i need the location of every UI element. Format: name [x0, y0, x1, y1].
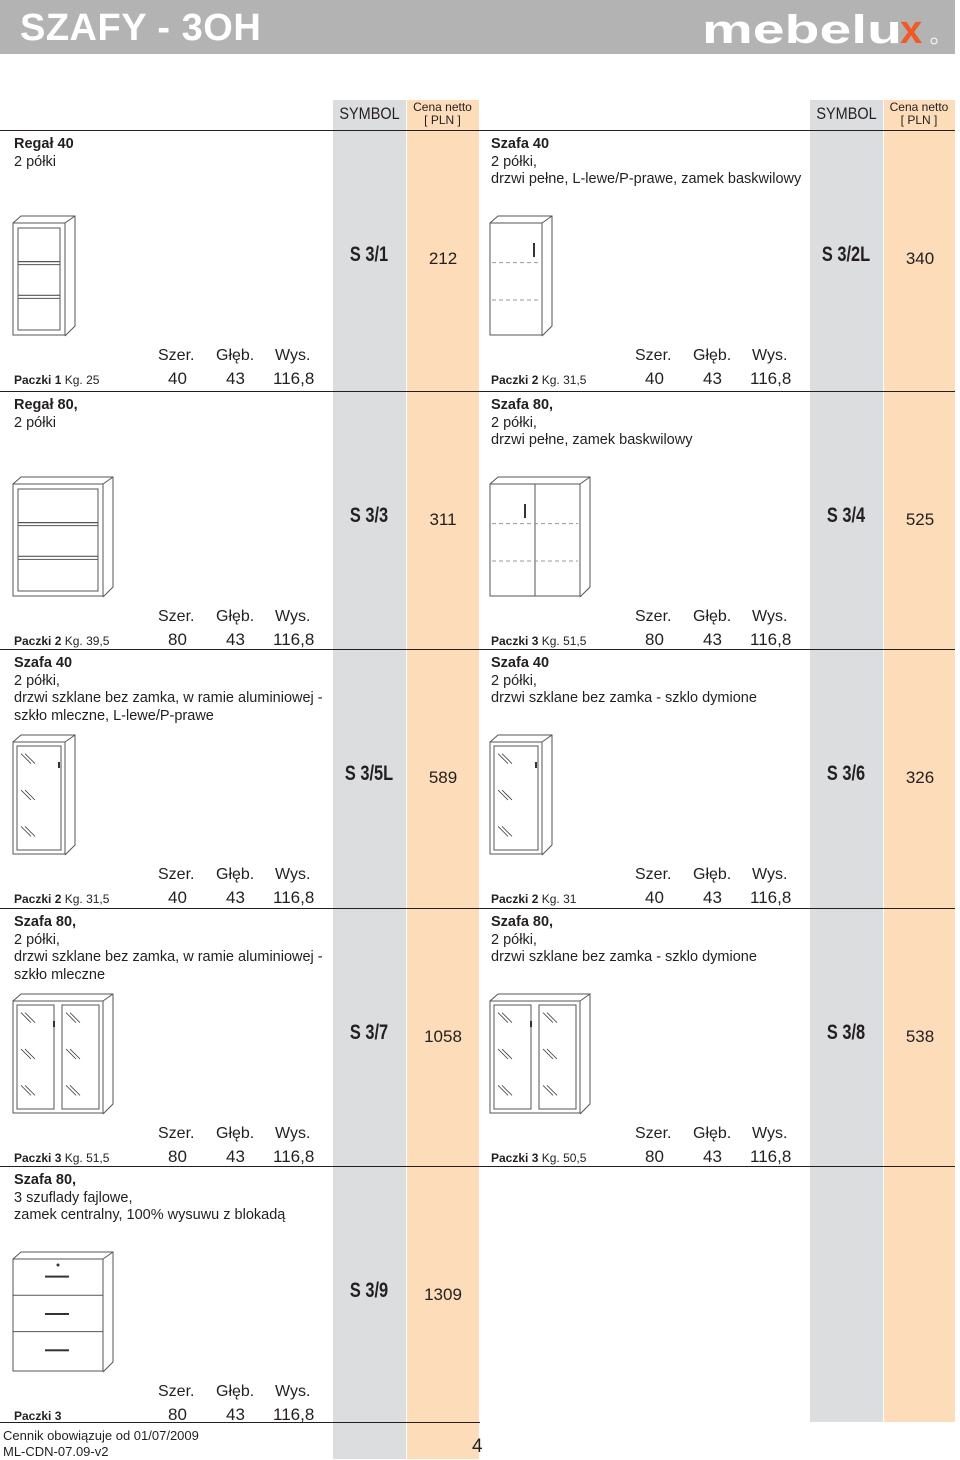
footer-note: Cennik obowiązuje od 01/07/2009 ML-CDN-07.09-v2	[3, 1428, 199, 1459]
dim-depth-label: Głęb.	[216, 1125, 255, 1142]
dim-height-value: 116,8	[273, 1147, 315, 1166]
dim-depth-value: 43	[226, 369, 245, 388]
dim-width-label: Szer.	[158, 1383, 195, 1400]
price-column-right	[883, 100, 955, 1422]
dim-width-label: Szer.	[158, 866, 195, 883]
product-description	[491, 136, 801, 189]
dim-depth-value: 43	[226, 1405, 245, 1424]
dim-width-value: 40	[168, 888, 187, 907]
package-info	[14, 892, 109, 906]
product-details: 3 szuflady fajlowe, zamek centralny, 100% wysuwu z blokadą	[14, 1189, 286, 1223]
dim-width-label: Szer.	[635, 1125, 672, 1142]
glass-door-cabinet-80-icon	[489, 993, 595, 1119]
dim-depth-value: 43	[226, 630, 245, 649]
row-separator	[0, 391, 955, 392]
package-info	[491, 373, 586, 387]
dim-depth-value: 43	[226, 888, 245, 907]
product-symbol: S 3/1	[349, 243, 389, 266]
package-info	[491, 1151, 586, 1165]
product-symbol: S 3/9	[349, 1279, 389, 1302]
package-weight: Kg. 31	[541, 892, 577, 906]
glass-door-cabinet-40-icon	[489, 734, 557, 860]
dim-height-value: 116,8	[750, 1147, 792, 1166]
dim-depth-value: 43	[703, 369, 722, 388]
package-weight: Kg. 25	[64, 373, 100, 387]
product-details: 2 półki, drzwi szklane bez zamka - szklo dymione	[491, 672, 757, 706]
package-weight: Kg. 31,5	[541, 373, 587, 387]
dim-depth-label: Głęb.	[693, 1125, 732, 1142]
dim-depth-value: 43	[703, 888, 722, 907]
product-symbol: S 3/8	[826, 1021, 866, 1044]
product-title: Szafa 40	[491, 136, 550, 152]
dim-width-label: Szer.	[635, 608, 672, 625]
dim-height-value: 116,8	[750, 630, 792, 649]
package-count: Paczki 3	[14, 1151, 62, 1165]
product-price: 525	[905, 510, 935, 529]
package-count: Paczki 3	[14, 1409, 62, 1423]
svg-text:x: x	[900, 13, 923, 47]
dim-height-value: 116,8	[273, 1405, 315, 1424]
package-count: Paczki 1	[14, 373, 62, 387]
dim-height-label: Wys.	[275, 608, 311, 625]
package-count: Paczki 2	[14, 892, 62, 906]
product-price: 1058	[424, 1027, 462, 1046]
product-description	[491, 914, 757, 967]
svg-text:mebelu: mebelu	[702, 13, 902, 47]
product-details: 2 półki, drzwi szklane bez zamka - szklo dymione	[491, 931, 757, 965]
dim-depth-value: 43	[703, 1147, 722, 1166]
product-details: 2 półki	[14, 414, 56, 431]
column-divider	[883, 100, 884, 1422]
price-header-line2: [ PLN ]	[900, 113, 938, 127]
product-price: 589	[428, 768, 458, 787]
price-header-line1: Cena netto	[889, 100, 949, 114]
product-title: Szafa 40	[491, 655, 550, 671]
row-separator	[0, 130, 955, 131]
product-price: 1309	[424, 1285, 462, 1304]
product-description	[491, 397, 692, 450]
package-weight: Kg. 51,5	[64, 1151, 110, 1165]
glass-door-cabinet-80-icon	[12, 993, 118, 1119]
package-info	[491, 634, 586, 648]
product-symbol: S 3/4	[826, 504, 866, 527]
package-count: Paczki 3	[491, 634, 539, 648]
dim-height-label: Wys.	[275, 1383, 311, 1400]
product-title: Regał 80,	[14, 397, 78, 413]
dim-width-label: Szer.	[635, 866, 672, 883]
package-count: Paczki 2	[491, 373, 539, 387]
dim-depth-label: Głęb.	[693, 347, 732, 364]
dim-width-value: 40	[645, 369, 664, 388]
price-header-line1: Cena netto	[413, 100, 472, 114]
dim-height-value: 116,8	[273, 369, 315, 388]
dim-height-label: Wys.	[275, 347, 311, 364]
mebelux-logo	[700, 13, 940, 47]
product-price: 340	[905, 249, 935, 268]
product-details: 2 półki, drzwi pełne, zamek baskwilowy	[491, 414, 693, 448]
product-details: 2 półki	[14, 153, 56, 170]
dim-width-label: Szer.	[158, 1125, 195, 1142]
product-title: Szafa 80,	[491, 914, 554, 930]
price-header-line2: [ PLN ]	[424, 113, 461, 127]
package-weight: Kg. 50,5	[541, 1151, 587, 1165]
dim-width-label: Szer.	[158, 347, 195, 364]
product-price: 212	[428, 249, 458, 268]
dim-height-label: Wys.	[752, 866, 788, 883]
product-title: Szafa 40	[14, 655, 73, 671]
package-count: Paczki 2	[14, 634, 62, 648]
solid-door-cabinet-80-icon	[489, 476, 595, 602]
dim-width-label: Szer.	[158, 608, 195, 625]
dim-width-value: 80	[645, 630, 664, 649]
row-separator	[0, 908, 955, 909]
dim-depth-label: Głęb.	[693, 866, 732, 883]
product-symbol: S 3/6	[826, 762, 866, 785]
product-title: Szafa 80,	[491, 397, 554, 413]
dim-height-label: Wys.	[275, 1125, 311, 1142]
dim-depth-label: Głęb.	[216, 866, 255, 883]
dim-width-value: 80	[168, 630, 187, 649]
row-separator	[0, 1166, 955, 1167]
product-title: Szafa 80,	[14, 1172, 77, 1188]
package-weight: Kg. 39,5	[64, 634, 110, 648]
product-description	[14, 397, 78, 432]
product-symbol: S 3/3	[349, 504, 389, 527]
package-count: Paczki 2	[491, 892, 539, 906]
product-price: 538	[905, 1027, 935, 1046]
product-description	[14, 655, 323, 725]
product-title: Regał 40	[14, 136, 74, 152]
product-details: 2 półki, drzwi pełne, L-lewe/P-prawe, zamek baskwilowy	[491, 153, 802, 187]
dim-height-value: 116,8	[273, 888, 315, 907]
drawer-cabinet-80-icon	[12, 1251, 118, 1377]
dim-depth-label: Głęb.	[216, 608, 255, 625]
dim-width-value: 40	[645, 888, 664, 907]
package-info	[14, 634, 109, 648]
product-description	[491, 655, 757, 708]
product-details: 2 półki, drzwi szklane bez zamka, w ramie aluminiowej - szkło mleczne	[14, 931, 323, 983]
package-info	[491, 892, 576, 906]
product-symbol: S 3/7	[349, 1021, 389, 1044]
open-shelf-80-icon	[12, 476, 118, 602]
dim-width-value: 40	[168, 369, 187, 388]
glass-door-cabinet-40-icon	[12, 734, 80, 860]
package-weight: Kg. 31,5	[64, 892, 110, 906]
dim-height-label: Wys.	[752, 1125, 788, 1142]
product-description	[14, 136, 74, 171]
product-price: 311	[429, 510, 457, 529]
dim-depth-value: 43	[226, 1147, 245, 1166]
package-info	[14, 1409, 61, 1423]
product-symbol: S 3/2L	[821, 243, 871, 266]
symbol-header: SYMBOL	[339, 104, 400, 123]
open-shelf-40-icon	[12, 215, 80, 341]
product-description	[14, 1172, 285, 1225]
dim-height-value: 116,8	[750, 369, 792, 388]
product-title: Szafa 80,	[14, 914, 77, 930]
row-separator	[0, 649, 955, 650]
solid-door-cabinet-40-icon	[489, 215, 557, 341]
dim-width-value: 80	[168, 1405, 187, 1424]
dim-height-value: 116,8	[273, 630, 315, 649]
dim-width-value: 80	[168, 1147, 187, 1166]
dim-depth-label: Głęb.	[216, 347, 255, 364]
page-title: SZAFY - 3OH	[20, 7, 262, 49]
product-details: 2 półki, drzwi szklane bez zamka, w ramie aluminiowej - szkło mleczne, L-lewe/P-prawe	[14, 672, 323, 724]
dim-width-label: Szer.	[635, 347, 672, 364]
dim-height-value: 116,8	[750, 888, 792, 907]
symbol-header: SYMBOL	[816, 104, 877, 123]
package-count: Paczki 3	[491, 1151, 539, 1165]
page-number: 4	[472, 1436, 483, 1457]
dim-depth-label: Głęb.	[693, 608, 732, 625]
dim-depth-label: Głęb.	[216, 1383, 255, 1400]
package-info	[14, 373, 99, 387]
dim-height-label: Wys.	[752, 608, 788, 625]
dim-depth-value: 43	[703, 630, 722, 649]
package-weight: Kg. 51,5	[541, 634, 587, 648]
dim-height-label: Wys.	[752, 347, 788, 364]
package-info	[14, 1151, 109, 1165]
dim-width-value: 80	[645, 1147, 664, 1166]
product-description	[14, 914, 323, 984]
product-symbol: S 3/5L	[344, 762, 394, 785]
product-price: 326	[905, 768, 935, 787]
dim-height-label: Wys.	[275, 866, 311, 883]
symbol-column-right	[810, 100, 883, 1422]
